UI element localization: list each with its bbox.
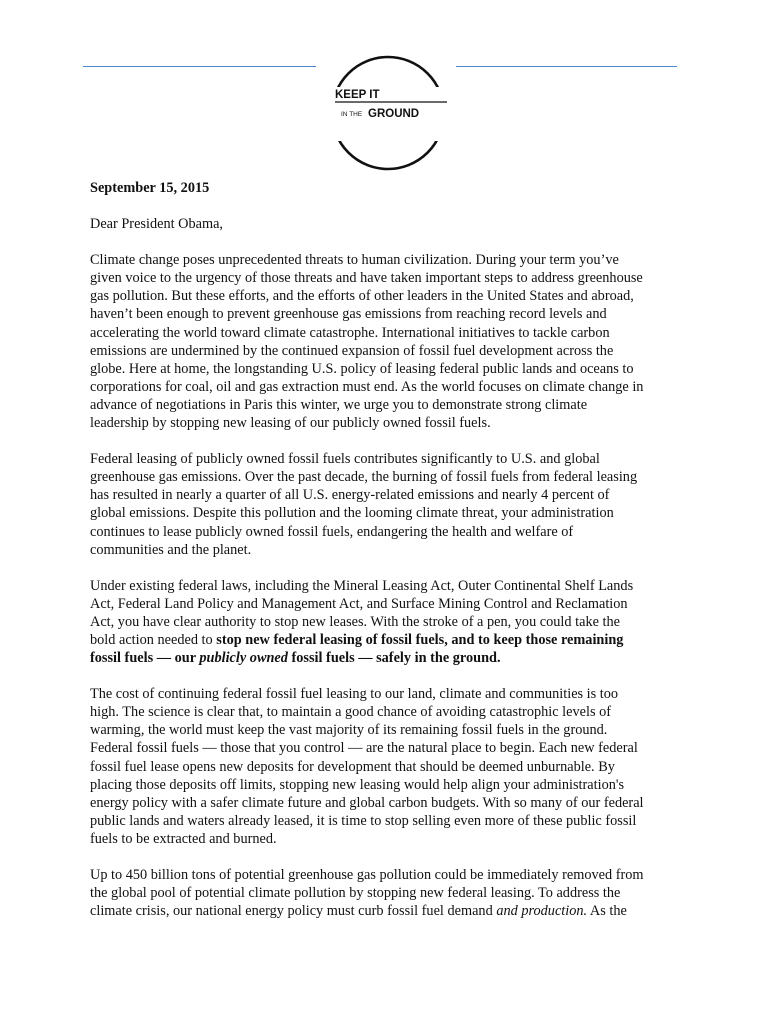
logo-line2b: GROUND — [368, 108, 420, 120]
paragraph-3-line5-bold-a: fossil fuels — our — [90, 650, 200, 667]
paragraph-5-line3-italic: and production. — [496, 903, 588, 920]
paragraph-1-line: gas pollution. But these efforts, and the efforts of other leaders in the United States and abroad, — [90, 288, 634, 305]
paragraph-1-line: emissions are undermined by the continued expansion of fossil fuel development across the — [90, 342, 614, 359]
paragraph-3-line — [90, 631, 680, 649]
paragraph-2-line: has resulted in nearly a quarter of all U.S. energy-related emissions and nearly 4 percent of — [90, 487, 610, 504]
paragraph-5-line: Up to 450 billion tons of potential greenhouse gas pollution could be immediately removed from — [90, 867, 644, 883]
paragraph-5-line3-tail: As the — [587, 903, 627, 920]
paragraph-1-line: globe. Here at home, the longstanding U.S. policy of leasing federal public lands and oceans to — [90, 360, 634, 377]
paragraph-2-line: communities and the planet. — [90, 541, 252, 558]
paragraph-3 — [90, 577, 680, 667]
paragraph-4-line: fuels to be extracted and burned. — [90, 830, 277, 847]
paragraph-1-line: leadership by stopping new leasing of our publicly owned fossil fuels. — [90, 415, 491, 432]
keep-it-in-the-ground-logo — [325, 50, 451, 176]
logo-line2a: IN THE — [341, 111, 363, 118]
paragraph-1-line: given voice to the urgency of those threats and have taken important steps to address greenhouse — [90, 270, 643, 287]
paragraph-4-line: Federal fossil fuels — those that you control — are the natural place to begin. Each new federal — [90, 740, 638, 757]
paragraph-2-line: continues to lease publicly owned fossil fuels, endangering the health and welfare of — [90, 523, 574, 540]
paragraph-3-line: Under existing federal laws, including the Mineral Leasing Act, Outer Continental Shelf Lands — [90, 577, 634, 594]
paragraph-3-line4-bold: stop new federal leasing of fossil fuels, and to keep those remaining — [216, 631, 624, 648]
letter-salutation: Dear President Obama, — [90, 216, 223, 233]
paragraph-3-line: Act, you have clear authority to stop new leases. With the stroke of a pen, you could take the — [90, 613, 620, 630]
paragraph-1-line: Climate change poses unprecedented threats to human civilization. During your term you’ve — [90, 252, 619, 269]
paragraph-3-line5-bold-italic: publicly owned — [199, 650, 288, 667]
paragraph-3-line: Act, Federal Land Policy and Management Act, and Surface Mining Control and Reclamation — [90, 595, 628, 612]
logo-line1: KEEP IT — [335, 89, 380, 101]
paragraph-4-line: warming, the world must keep the vast majority of its remaining fossil fuels in the ground. — [90, 722, 608, 739]
paragraph-3-line — [90, 649, 680, 667]
paragraph-4-line: placing those deposits off limits, stopping new leasing would help align your administration's — [90, 776, 625, 793]
letter-body — [90, 179, 680, 938]
paragraph-2-line: Federal leasing of publicly owned fossil fuels contributes significantly to U.S. and global — [90, 451, 600, 468]
paragraph-1 — [90, 251, 680, 432]
paragraph-4-line: fossil fuel lease opens new deposits for development that should be deemed unburnable. By — [90, 758, 615, 775]
paragraph-2 — [90, 450, 680, 559]
letter-date: September 15, 2015 — [90, 180, 210, 196]
paragraph-1-line: accelerating the world toward climate catastrophe. International initiatives to tackle carbon — [90, 324, 610, 341]
header-rule-right — [456, 66, 677, 67]
paragraph-4-line: high. The science is clear that, to maintain a good chance of avoiding catastrophic levels of — [90, 704, 611, 721]
paragraph-5-line — [90, 902, 680, 920]
paragraph-1-line: haven’t been enough to prevent greenhouse gas emissions from reaching record levels and — [90, 306, 607, 323]
paragraph-5 — [90, 866, 680, 920]
paragraph-3-line5-bold-b: fossil fuels — safely in the ground. — [287, 650, 501, 667]
paragraph-5-line3-normal: climate crisis, our national energy policy must curb fossil fuel demand — [90, 903, 497, 920]
paragraph-1-line: corporations for coal, oil and gas extraction must end. As the world focuses on climate change in — [90, 378, 644, 395]
paragraph-2-line: global emissions. Despite this pollution and the looming climate threat, your administration — [90, 505, 614, 522]
paragraph-4-line: energy policy with a safer climate future and global carbon budgets. With so many of our federal — [90, 794, 644, 811]
paragraph-2-line: greenhouse gas emissions. Over the past decade, the burning of fossil fuels from federal leasing — [90, 469, 638, 486]
paragraph-3-line4-normal: bold action needed to — [90, 631, 217, 648]
paragraph-4-line: The cost of continuing federal fossil fuel leasing to our land, climate and communities is too — [90, 686, 619, 703]
paragraph-4 — [90, 685, 680, 848]
header-rule-left — [83, 66, 316, 67]
paragraph-5-line: the global pool of potential climate pollution by stopping new federal leasing. To address the — [90, 885, 621, 902]
paragraph-4-line: public lands and waters already leased, it is time to stop selling even more of these public fossil — [90, 812, 637, 829]
paragraph-1-line: advance of negotiations in Paris this winter, we urge you to demonstrate strong climate — [90, 396, 588, 413]
